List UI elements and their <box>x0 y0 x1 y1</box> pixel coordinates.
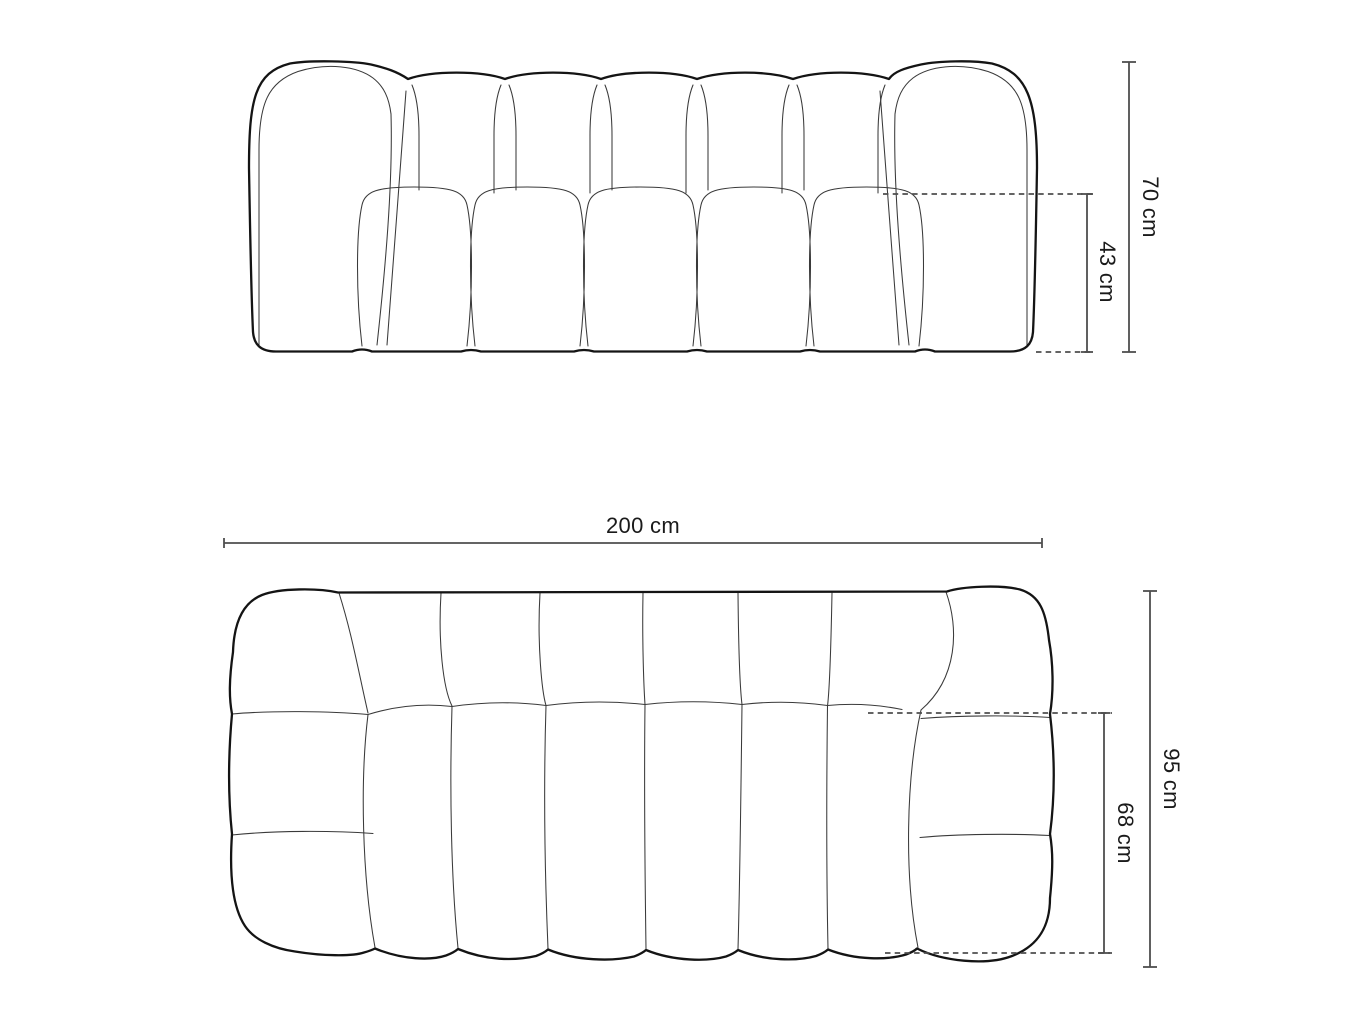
dimension-label-total-height: 70 cm <box>1138 176 1163 238</box>
dimension-total-width <box>224 538 1042 548</box>
seat-cushion <box>471 187 585 346</box>
back-channel-separator <box>701 85 708 190</box>
top-left-corner-seam <box>339 593 368 713</box>
dimension-label-total-depth: 95 cm <box>1159 748 1184 810</box>
front-left-arm-flank <box>387 91 406 345</box>
top-seat-separator <box>545 706 548 949</box>
top-back-separator <box>738 593 742 705</box>
front-right-arm-echo <box>895 66 1027 347</box>
seat-cushion <box>584 187 698 346</box>
right-arm-divider <box>921 716 1050 719</box>
left-arm-divider <box>232 831 373 835</box>
back-channel-separator <box>509 85 516 190</box>
dimension-total-height <box>1122 62 1136 352</box>
top-view-inner-lines <box>232 592 1050 949</box>
dimension-label-seat-depth: 68 cm <box>1113 802 1138 864</box>
front-view-drawing <box>249 61 1037 351</box>
right-arm-inner-edge <box>909 710 921 948</box>
right-arm-divider <box>920 834 1050 837</box>
top-seat-separator <box>451 707 458 949</box>
front-view-inner-lines <box>259 66 1027 347</box>
top-seat-separator <box>738 705 742 950</box>
left-arm-inner-edge <box>363 715 375 948</box>
dimension-label-total-width: 200 cm <box>606 513 680 538</box>
back-seat-boundary-line <box>232 702 902 715</box>
seat-cushion <box>697 187 811 346</box>
back-channel-separator <box>797 85 804 190</box>
back-channel-separator <box>605 85 612 190</box>
seat-cushion <box>358 187 472 346</box>
dimension-label-seat-height: 43 cm <box>1095 241 1120 303</box>
front-left-arm-echo <box>259 66 391 347</box>
top-back-separator <box>440 593 452 706</box>
top-view-drawing <box>229 587 1054 962</box>
top-back-separator <box>828 593 833 706</box>
front-right-arm-flank <box>880 91 899 345</box>
top-back-separator <box>643 593 645 705</box>
dimension-seat-depth <box>1098 713 1110 953</box>
dimension-seat-height <box>1081 194 1093 352</box>
top-seat-separator <box>645 705 646 950</box>
back-channel-separator <box>686 85 693 193</box>
back-channel-separator <box>590 85 597 193</box>
top-seat-separator <box>827 706 828 949</box>
back-channel-separator <box>412 85 419 190</box>
top-right-corner-seam <box>921 592 954 710</box>
back-channel-separator <box>782 85 789 193</box>
top-back-separator <box>539 593 546 706</box>
back-channel-separator <box>494 85 501 193</box>
dimension-total-depth <box>1143 591 1157 967</box>
